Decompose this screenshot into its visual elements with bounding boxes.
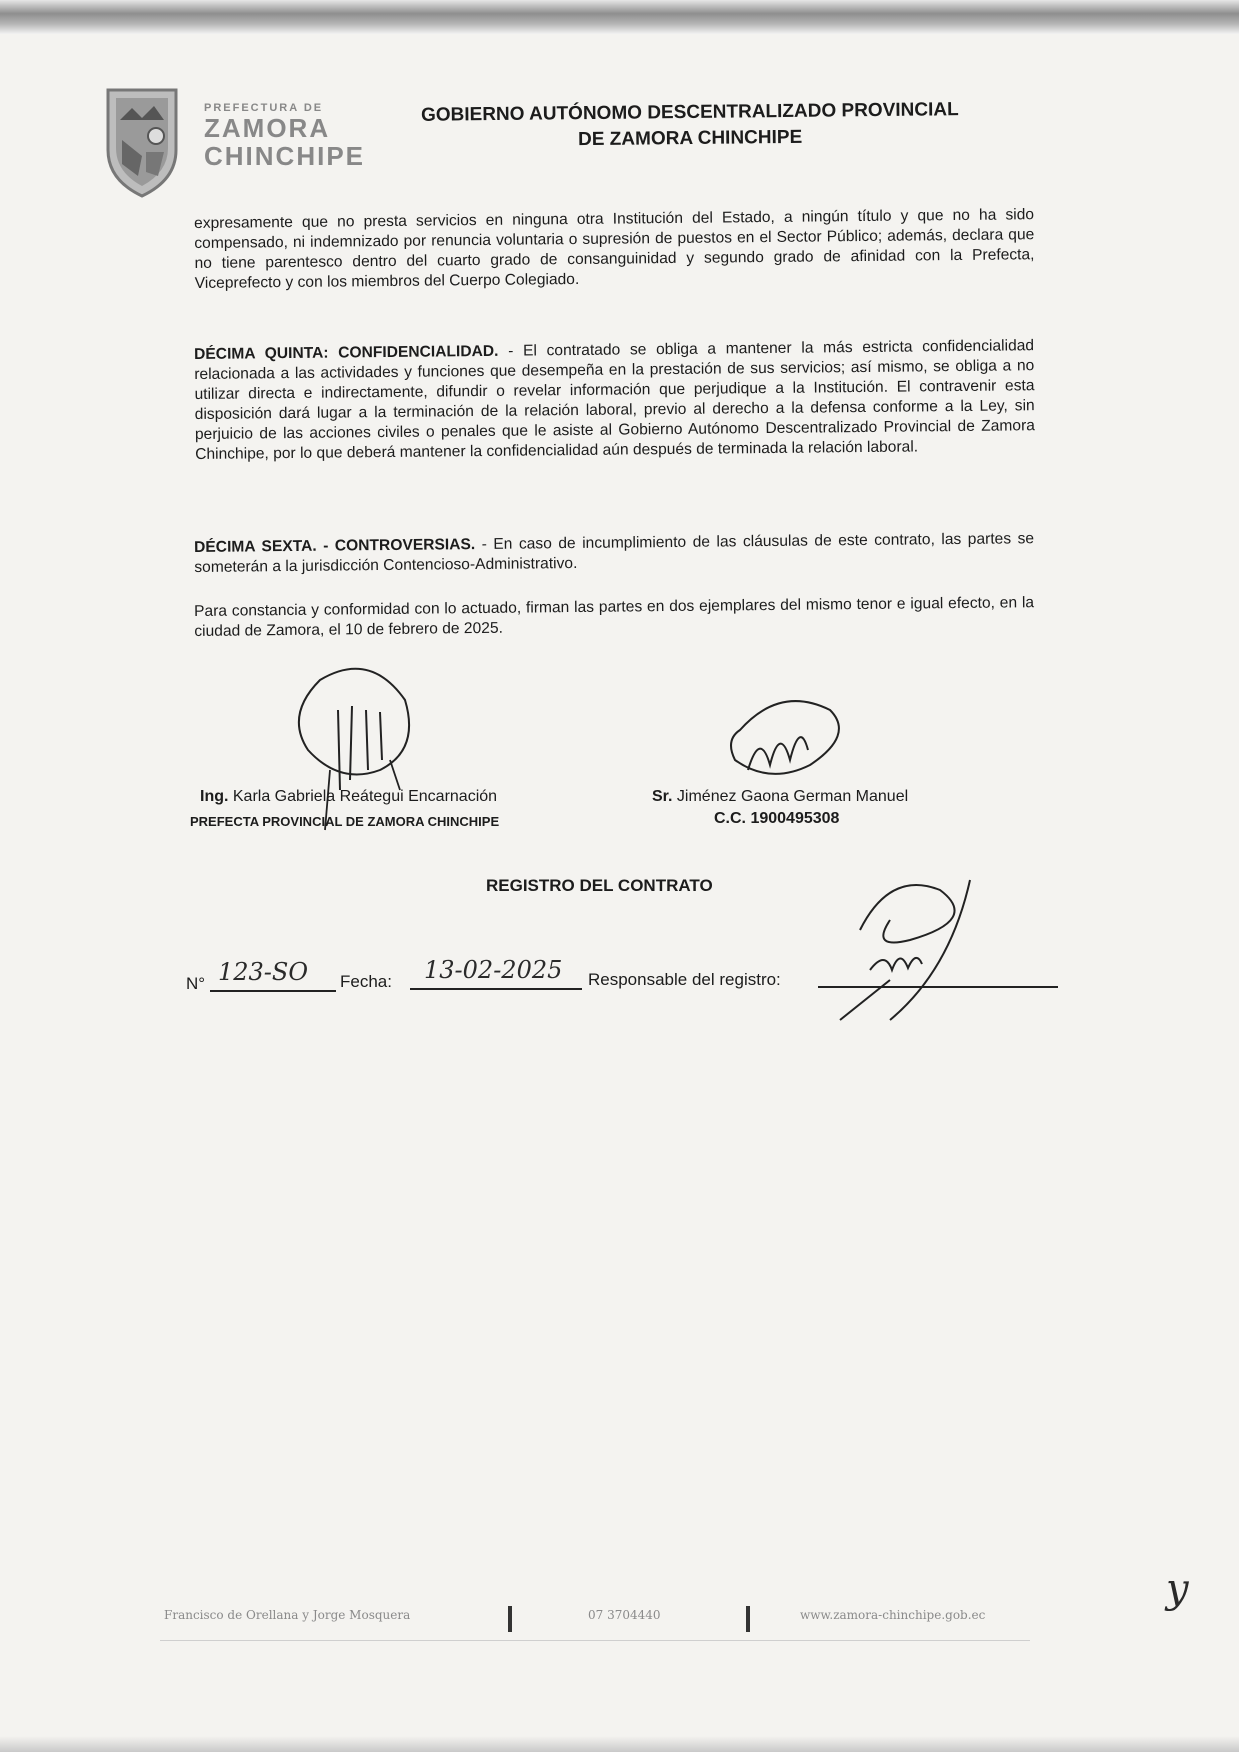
registro-fecha-value: 13-02-2025 (424, 956, 563, 984)
right-signatory-id: C.C. 1900495308 (714, 810, 840, 827)
paragraph-constancia: Para constancia y conformidad con lo actuado, firman las partes en dos ejemplares del mismo tenor e igual efecto, en la ciudad de Zamora, el 10 de febrero de 2025. (194, 594, 1035, 640)
registro-fecha-line (410, 988, 582, 990)
registrar-handwritten-signature (830, 860, 1000, 1030)
registro-number-line (210, 990, 336, 992)
registro-number-value: 123-SO (218, 958, 309, 986)
scan-bottom-edge (0, 1736, 1239, 1752)
paragraph-declaration: expresamente que no presta servicios en ninguna otra Institución del Estado, a ningún título y que no ha sido compensado, ni indemnizado por renuncia voluntaria o supresión de puestos en el Sector Público; además, declara que no tiene parentesco dentro del cuarto grado de consanguinidad y segundo grado de afinidad con la Prefecta, Viceprefecto y con los miembros del Cuerpo Colegiado. (194, 206, 1035, 292)
footer-separator (746, 1606, 750, 1632)
footer-address: Francisco de Orellana y Jorge Mosquera (164, 1608, 411, 1622)
footer-phone: 07 3704440 (588, 1608, 661, 1622)
clause-heading: DÉCIMA QUINTA: CONFIDENCIALIDAD. (194, 342, 499, 363)
left-signatory-fullname: Karla Gabriela Reátegui Encarnación (228, 788, 498, 805)
footer-separator (508, 1606, 512, 1632)
registro-title: REGISTRO DEL CONTRATO (486, 876, 713, 895)
registro-fecha-label: Fecha: (340, 972, 392, 991)
left-signatory-name (200, 788, 497, 806)
prefectura-shield-logo (102, 80, 182, 200)
clause-heading: DÉCIMA SEXTA. - CONTROVERSIAS. (194, 536, 476, 556)
registro-number-label: N° (186, 974, 206, 993)
institution-title (350, 96, 1031, 155)
logo-small-text: PREFECTURA DE (204, 102, 324, 114)
clause-decima-sexta (194, 529, 1034, 578)
footer-website: www.zamora-chinchipe.gob.ec (800, 1608, 986, 1622)
registro-responsable-line (818, 986, 1058, 988)
logo-zamora: ZAMORA (204, 113, 331, 143)
right-signatory-prefix: Sr. (652, 788, 673, 805)
clause-text: - El contratado se obliga a mantener la más estricta confidencialidad relacionada a las actividades y funciones que desempeña en la prestación de sus servicios; así mismo, se obliga a no utilizar directa e indirectamente, difundir o revelar información que perjudique a la Institución. El contravenir esta disposición dará lugar a la terminación de la relación laboral, previo al derecho a la defensa conforme a la Ley, sin perjuicio de las acciones civiles o penales que le asiste al Gobierno Autónomo Descentralizado Provincial de Zamora Chinchipe, por lo que deberá mantener la confidencialidad aún después de terminada la relación laboral. (194, 337, 1035, 463)
left-handwritten-signature (290, 660, 440, 840)
clause-text: - En caso de incumplimiento de las cláusulas de este contrato, las partes se someterán a la jurisdicción Contencioso-Administrativo. (194, 530, 1035, 576)
right-signatory-name (652, 788, 908, 806)
logo-wordmark (204, 102, 365, 170)
institution-title-line2: DE ZAMORA CHINCHIPE (577, 126, 803, 151)
institution-title-line1: GOBIERNO AUTÓNOMO DESCENTRALIZADO PROVINCIAL (420, 99, 959, 126)
clause-decima-quinta (194, 336, 1035, 465)
left-signatory-role: PREFECTA PROVINCIAL DE ZAMORA CHINCHIPE (190, 814, 500, 829)
logo-chinchipe: CHINCHIPE (204, 141, 366, 171)
left-signatory-prefix: Ing. (200, 788, 229, 805)
right-signatory-fullname: Jiménez Gaona German Manuel (672, 788, 909, 805)
right-handwritten-signature (720, 690, 860, 800)
registro-responsable-label: Responsable del registro: (588, 970, 781, 989)
margin-handwritten-mark: y (1166, 1566, 1189, 1612)
footer-rule (160, 1640, 1030, 1641)
